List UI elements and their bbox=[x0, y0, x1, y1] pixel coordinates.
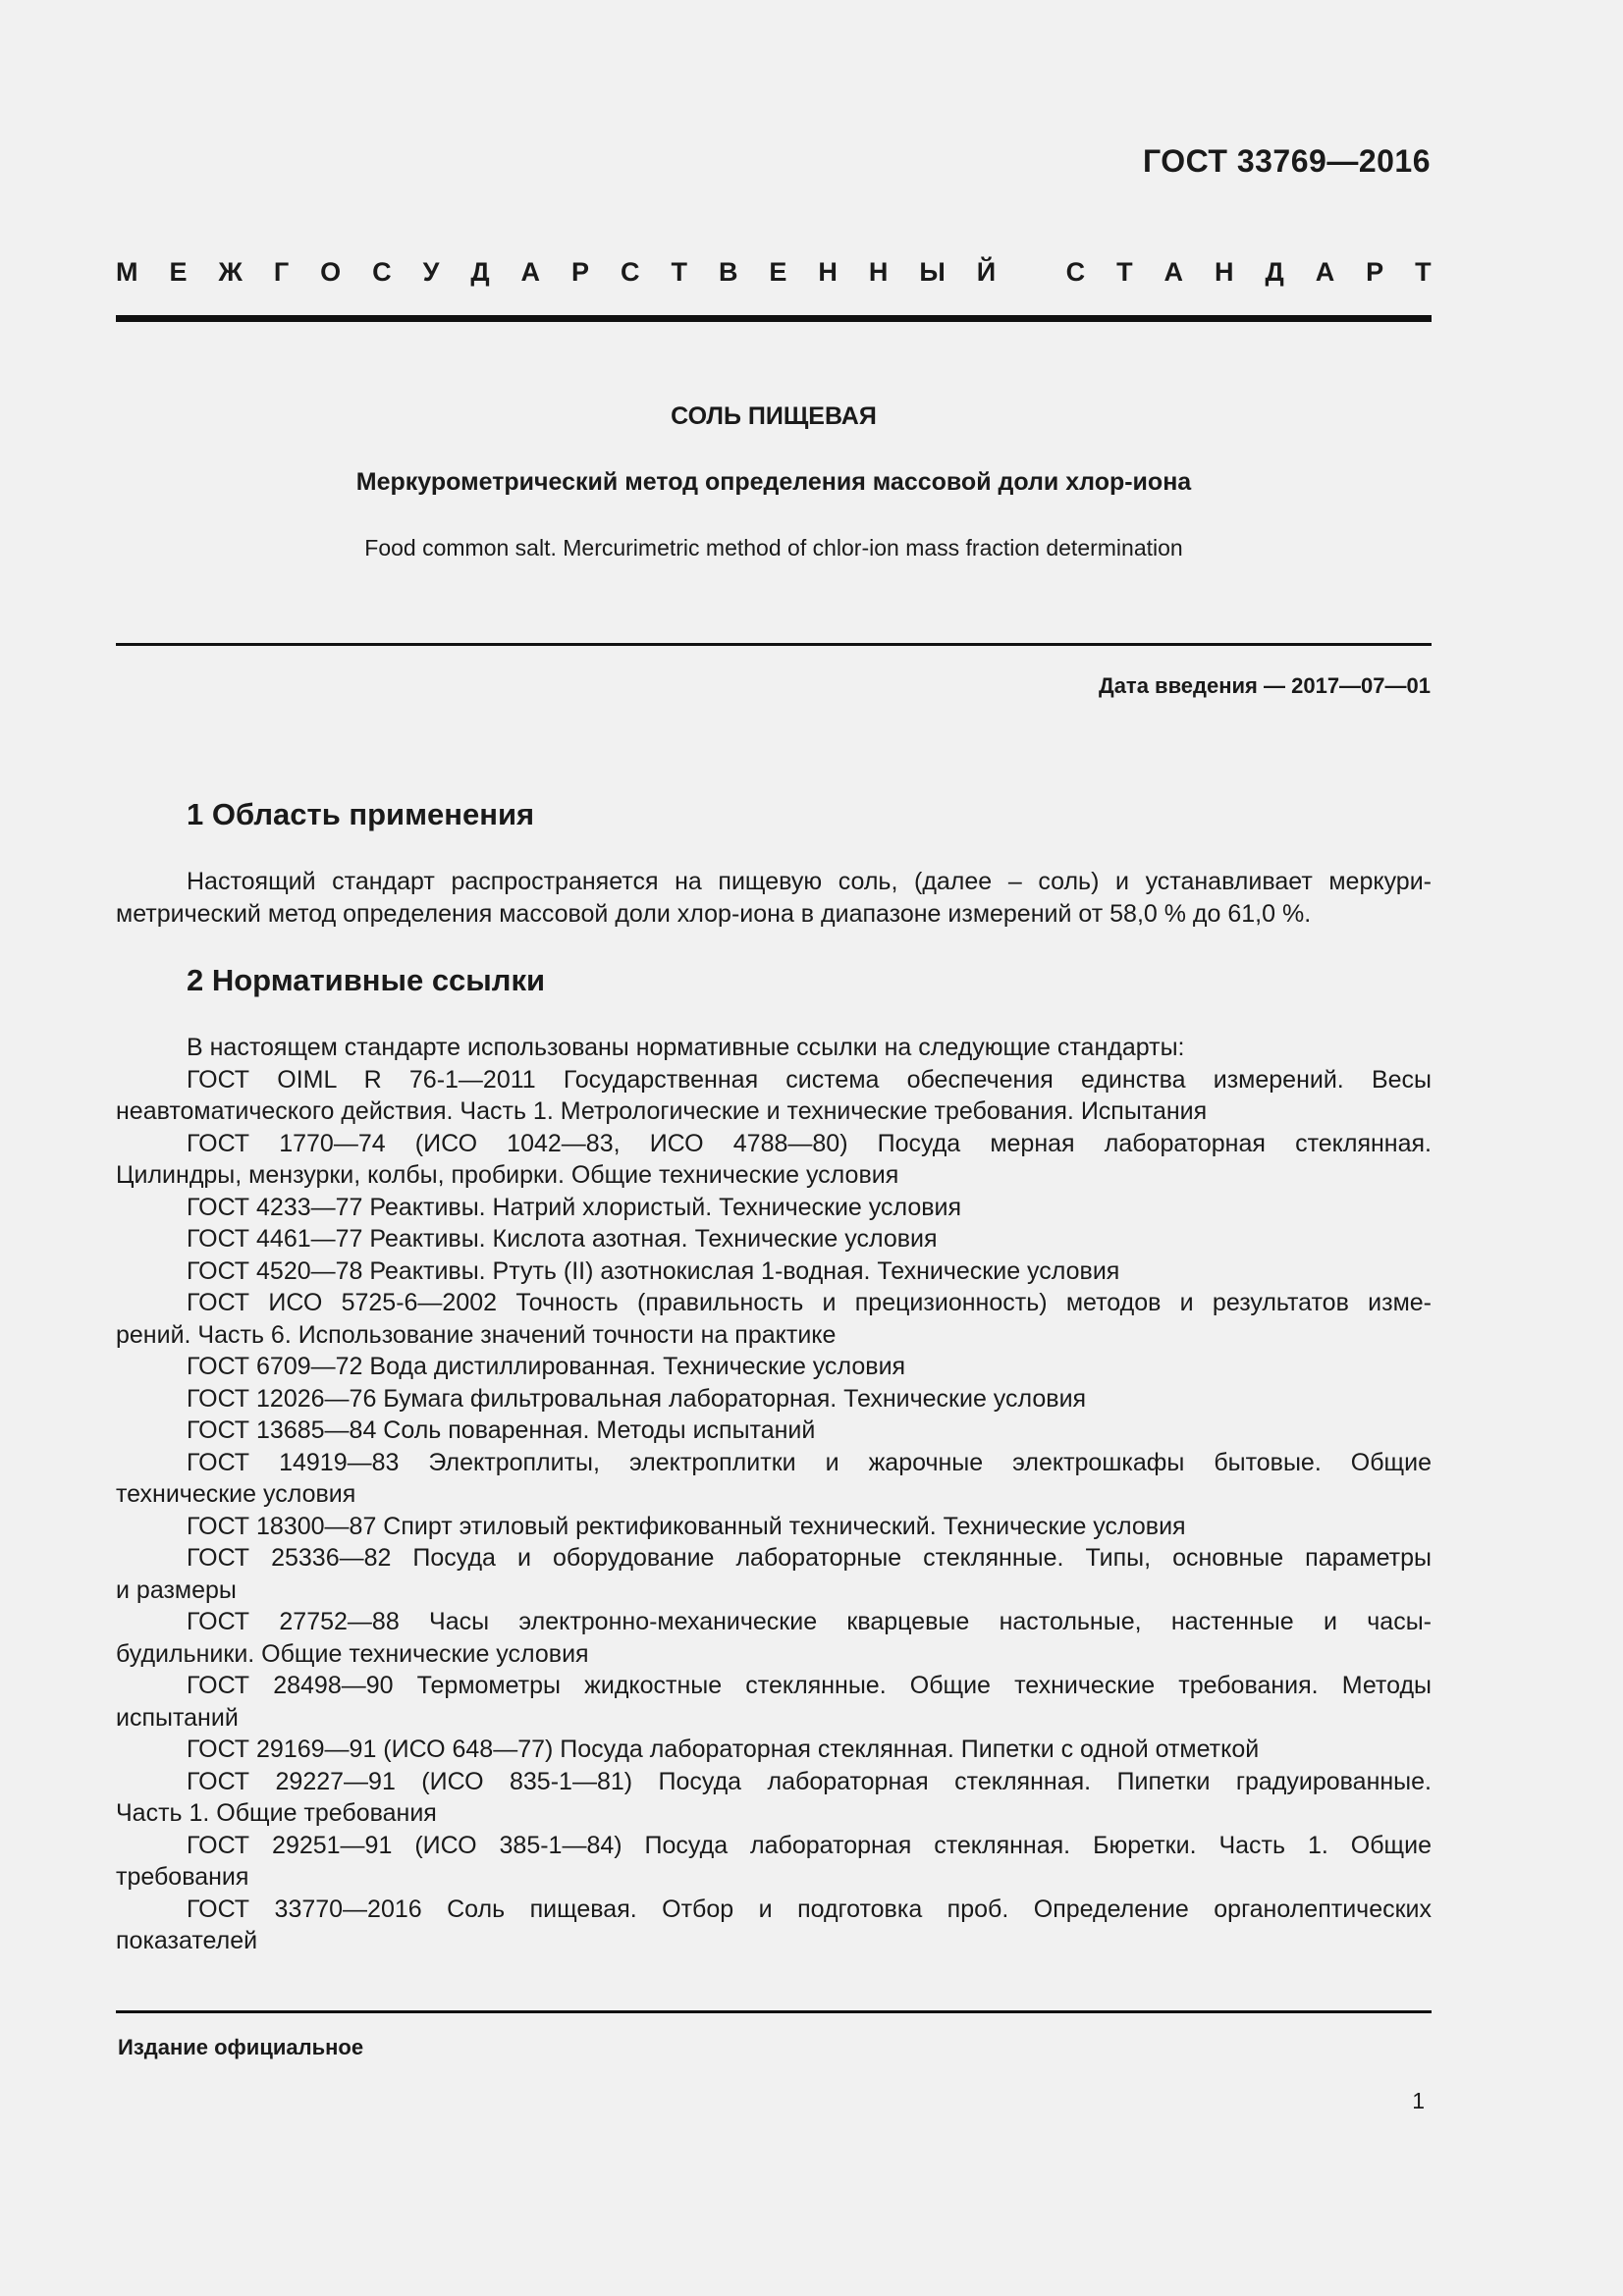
document-title-english: Food common salt. Mercurimetric method of chlor-ion mass fraction determination bbox=[364, 535, 1183, 561]
banner-letter: Д bbox=[1265, 257, 1284, 287]
footer-rule bbox=[116, 2010, 1432, 2013]
banner-letter: Й bbox=[976, 257, 997, 287]
document-subtitle: Меркурометрический метод определения массовой доли хлор-иона bbox=[355, 468, 1192, 496]
banner-letter: У bbox=[422, 257, 440, 287]
reference-line: требования bbox=[116, 1863, 249, 1891]
banner-letter: С bbox=[621, 257, 640, 287]
standard-type-banner bbox=[116, 257, 1432, 288]
reference-line: ГОСТ 6709—72 Вода дистиллированная. Технические условия bbox=[187, 1353, 906, 1380]
banner-letter: Н bbox=[868, 257, 889, 287]
reference-line: Часть 1. Общие требования bbox=[116, 1799, 437, 1827]
reference-line: ГОСТ 33770—2016 Соль пищевая. Отбор и подготовка проб. Определение органолептических bbox=[187, 1895, 1432, 1923]
section-2-heading: 2 Нормативные ссылки bbox=[187, 963, 546, 997]
reference-line: технические условия bbox=[116, 1480, 356, 1508]
reference-line: ГОСТ 13685—84 Соль поваренная. Методы испытаний bbox=[187, 1416, 816, 1444]
reference-line: и размеры bbox=[116, 1575, 237, 1604]
reference-line: ГОСТ 4233—77 Реактивы. Натрий хлористый. Технические условия bbox=[187, 1193, 962, 1221]
reference-line: Цилиндры, мензурки, колбы, пробирки. Общие технические условия bbox=[116, 1161, 899, 1189]
section-1-text bbox=[116, 866, 1432, 930]
reference-line: ГОСТ 18300—87 Спирт этиловый ректификованный технический. Технические условия bbox=[187, 1512, 1186, 1540]
reference-line: испытаний bbox=[116, 1703, 239, 1732]
document-number: ГОСТ 33769—2016 bbox=[1142, 143, 1431, 179]
banner-letter: Ы bbox=[919, 257, 946, 287]
banner-letter: Т bbox=[1116, 257, 1133, 287]
reference-line: неавтоматического действия. Часть 1. Метрологические и технические требования. Испытания bbox=[116, 1097, 1208, 1125]
official-edition-label: Издание официальное bbox=[118, 2035, 364, 2059]
banner-letter: Е bbox=[169, 257, 188, 287]
banner-letter: Г bbox=[273, 257, 290, 287]
reference-line: ГОСТ ИСО 5725-6—2002 Точность (правильность и прецизионность) методов и результатов изме- bbox=[187, 1289, 1432, 1316]
banner-letter: С bbox=[372, 257, 392, 287]
text-line: метрический метод определения массовой доли хлор-иона в диапазоне измерений от 58,0 % до 61,0 %. bbox=[116, 899, 1312, 928]
reference-line: ГОСТ 28498—90 Термометры жидкостные стеклянные. Общие технические требования. Методы bbox=[187, 1672, 1432, 1699]
reference-line: ГОСТ 14919—83 Электроплиты, электроплитки и жарочные электрошкафы бытовые. Общие bbox=[187, 1448, 1432, 1476]
banner-letter: А bbox=[520, 257, 541, 287]
reference-line: ГОСТ 29227—91 (ИСО 835-1—81) Посуда лабораторная стеклянная. Пипетки градуированные. bbox=[187, 1767, 1432, 1795]
section-1-heading: 1 Область применения bbox=[187, 797, 535, 831]
banner-letter: Ж bbox=[218, 257, 243, 287]
text-line: Настоящий стандарт распространяется на пищевую соль, (далее – соль) и устанавливает меркури- bbox=[187, 868, 1432, 895]
banner-letter: Р bbox=[571, 257, 590, 287]
reference-line: ГОСТ 25336—82 Посуда и оборудование лабораторные стеклянные. Типы, основные параметры bbox=[187, 1544, 1432, 1572]
reference-line: рений. Часть 6. Использование значений точности на практике bbox=[116, 1320, 837, 1349]
banner-letter: Н bbox=[818, 257, 838, 287]
reference-line: ГОСТ OIML R 76-1—2011 Государственная система обеспечения единства измерений. Весы bbox=[187, 1065, 1432, 1094]
banner-letter: Т bbox=[671, 257, 687, 287]
banner-letter: В bbox=[718, 257, 738, 287]
banner-letter: О bbox=[320, 257, 342, 287]
banner-letter: С bbox=[1065, 257, 1086, 287]
reference-line: показателей bbox=[116, 1927, 258, 1954]
reference-line: ГОСТ 1770—74 (ИСО 1042—83, ИСО 4788—80) Посуда мерная лабораторная стеклянная. bbox=[187, 1129, 1432, 1157]
reference-line: ГОСТ 29251—91 (ИСО 385-1—84) Посуда лабораторная стеклянная. Бюретки. Часть 1. Общие bbox=[187, 1831, 1432, 1859]
text-line: В настоящем стандарте использованы нормативные ссылки на следующие стандарты: bbox=[187, 1034, 1185, 1061]
document-title: СОЛЬ ПИЩЕВАЯ bbox=[671, 402, 877, 430]
reference-line: ГОСТ 4520—78 Реактивы. Ртуть (II) азотнокислая 1-водная. Технические условия bbox=[187, 1256, 1120, 1285]
banner-letter bbox=[1027, 257, 1035, 288]
banner-letter: Н bbox=[1215, 257, 1234, 287]
banner-letter: А bbox=[1315, 257, 1335, 287]
banner-letter: Т bbox=[1415, 257, 1432, 287]
page-number: 1 bbox=[1412, 2088, 1425, 2113]
reference-line: будильники. Общие технические условия bbox=[116, 1639, 589, 1668]
reference-line: ГОСТ 4461—77 Реактивы. Кислота азотная. Технические условия bbox=[187, 1225, 938, 1253]
introduction-date: Дата введения — 2017—07—01 bbox=[1099, 673, 1431, 698]
banner-letter: Д bbox=[470, 257, 490, 287]
reference-line: ГОСТ 27752—88 Часы электронно-механические кварцевые настольные, настенные и часы- bbox=[187, 1608, 1432, 1635]
banner-letter: Е bbox=[769, 257, 787, 287]
reference-line: ГОСТ 29169—91 (ИСО 648—77) Посуда лабораторная стеклянная. Пипетки с одной отметкой bbox=[187, 1735, 1260, 1763]
header-rule bbox=[116, 315, 1432, 322]
banner-letter: М bbox=[116, 257, 138, 287]
title-rule bbox=[116, 643, 1432, 646]
banner-letter: Р bbox=[1366, 257, 1384, 287]
reference-line: ГОСТ 12026—76 Бумага фильтровальная лабораторная. Технические условия bbox=[187, 1384, 1087, 1413]
section-2-text bbox=[116, 1032, 1432, 1957]
banner-letter: А bbox=[1163, 257, 1184, 287]
